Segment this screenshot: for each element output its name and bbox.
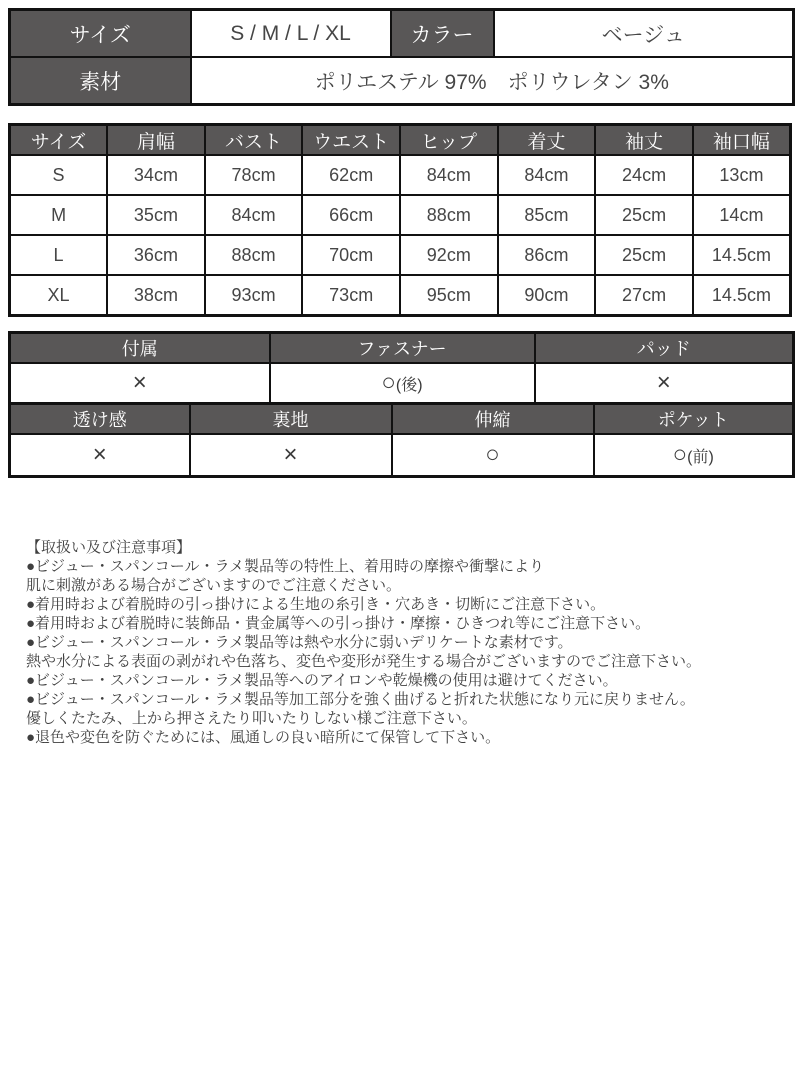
measure-cell: 90cm <box>498 275 596 316</box>
size-chart-header: サイズ <box>10 125 108 156</box>
features-value-row <box>10 363 794 404</box>
measure-cell: 86cm <box>498 235 596 275</box>
color-value-cell: ベージュ <box>494 10 794 58</box>
care-note-line: ●着用時および着脱時の引っ掛けによる生地の糸引き・穴あき・切断にご注意下さい。 <box>26 596 606 613</box>
size-chart-header: 着丈 <box>498 125 596 156</box>
size-chart-row-xl <box>10 275 791 316</box>
summary-row-material <box>10 57 794 105</box>
feature-value-cell <box>10 363 270 404</box>
circle-symbol: ○ <box>672 441 688 468</box>
material-value-cell: ポリエステル 97% ポリウレタン 3% <box>191 57 794 105</box>
features-header: パッド <box>535 333 794 364</box>
care-note-line: ●ビジュー・スパンコール・ラメ製品等は熱や水分に弱いデリケートな素材です。 <box>26 634 573 651</box>
cross-symbol: × <box>283 441 298 468</box>
feature-value-cell <box>270 363 535 404</box>
size-chart-header: バスト <box>205 125 303 156</box>
circle-symbol: ○ <box>485 441 500 468</box>
measure-cell: 93cm <box>205 275 303 316</box>
material-label-cell: 素材 <box>10 57 191 105</box>
product-summary-table <box>8 8 795 106</box>
details-header: 裏地 <box>190 404 392 435</box>
measure-cell: 36cm <box>107 235 205 275</box>
measure-cell: 66cm <box>302 195 400 235</box>
detail-value-cell <box>10 434 190 477</box>
measure-cell: 84cm <box>205 195 303 235</box>
measure-cell: 73cm <box>302 275 400 316</box>
size-label-cell: サイズ <box>10 10 191 58</box>
features-header: 付属 <box>10 333 270 364</box>
measure-cell: 92cm <box>400 235 498 275</box>
detail-value-cell <box>594 434 794 477</box>
details-header: ポケット <box>594 404 794 435</box>
cross-symbol: × <box>132 369 147 396</box>
measure-cell: 38cm <box>107 275 205 316</box>
care-note-line: 熱や水分による表面の剥がれや色落ち、変色や変形が発生する場合がございますのでご注意下さい。 <box>26 653 702 670</box>
measure-cell: 85cm <box>498 195 596 235</box>
size-cell: L <box>10 235 108 275</box>
feature-note: (後) <box>395 377 423 394</box>
size-chart-table <box>8 123 792 317</box>
measure-cell: 62cm <box>302 155 400 195</box>
size-chart-row-l <box>10 235 791 275</box>
measure-cell: 34cm <box>107 155 205 195</box>
details-header: 透け感 <box>10 404 190 435</box>
cross-symbol: × <box>92 441 107 468</box>
details-header-row <box>10 404 794 435</box>
measure-cell: 13cm <box>693 155 791 195</box>
measure-cell: 14.5cm <box>693 235 791 275</box>
care-note-line: ●退色や変色を防ぐためには、風通しの良い暗所にて保管して下さい。 <box>26 729 501 746</box>
measure-cell: 88cm <box>400 195 498 235</box>
details-value-row <box>10 434 794 477</box>
cross-symbol: × <box>656 369 671 396</box>
measure-cell: 25cm <box>595 195 693 235</box>
measure-cell: 14cm <box>693 195 791 235</box>
care-note-line: 優しくたたみ、上から押さえたり叩いたりしない様ご注意下さい。 <box>26 710 477 727</box>
measure-cell: 25cm <box>595 235 693 275</box>
color-label-cell: カラー <box>391 10 494 58</box>
circle-symbol: ○ <box>381 369 396 396</box>
measure-cell: 70cm <box>302 235 400 275</box>
care-note-line: ●ビジュー・スパンコール・ラメ製品等加工部分を強く曲げると折れた状態になり元に戻りません。 <box>26 691 695 708</box>
measure-cell: 84cm <box>400 155 498 195</box>
features-header-row <box>10 333 794 364</box>
care-note-line: 肌に刺激がある場合がございますのでご注意ください。 <box>26 577 402 594</box>
details-header: 伸縮 <box>392 404 594 435</box>
size-chart-header-row <box>10 125 791 156</box>
care-note-line: ●ビジュー・スパンコール・ラメ製品等の特性上、着用時の摩擦や衝撃により <box>26 558 545 575</box>
detail-value-cell <box>392 434 594 477</box>
size-chart-header: 袖丈 <box>595 125 693 156</box>
measure-cell: 84cm <box>498 155 596 195</box>
features-table <box>8 331 795 405</box>
details-table <box>8 402 795 478</box>
size-cell: S <box>10 155 108 195</box>
size-chart-header: ヒップ <box>400 125 498 156</box>
size-chart-header: 袖口幅 <box>693 125 791 156</box>
feature-value-cell <box>535 363 794 404</box>
measure-cell: 27cm <box>595 275 693 316</box>
size-chart-row-s <box>10 155 791 195</box>
summary-row-size-color <box>10 10 794 58</box>
measure-cell: 78cm <box>205 155 303 195</box>
size-chart-row-m <box>10 195 791 235</box>
size-value-cell: S / M / L / XL <box>191 10 391 58</box>
size-chart-header: 肩幅 <box>107 125 205 156</box>
care-note-line: ●着用時および着脱時に装飾品・貴金属等への引っ掛け・摩擦・ひきつれ等にご注意下さい。 <box>26 615 651 632</box>
detail-note: (前) <box>687 449 714 466</box>
size-cell: M <box>10 195 108 235</box>
size-chart-header: ウエスト <box>302 125 400 156</box>
care-notes-title: 【取扱い及び注意事項】 <box>26 539 192 556</box>
features-header: ファスナー <box>270 333 535 364</box>
detail-value-cell <box>190 434 392 477</box>
size-cell: XL <box>10 275 108 316</box>
measure-cell: 14.5cm <box>693 275 791 316</box>
measure-cell: 24cm <box>595 155 693 195</box>
measure-cell: 95cm <box>400 275 498 316</box>
care-note-line: ●ビジュー・スパンコール・ラメ製品等へのアイロンや乾燥機の使用は避けてください。 <box>26 672 618 689</box>
care-notes <box>8 538 792 747</box>
measure-cell: 88cm <box>205 235 303 275</box>
measure-cell: 35cm <box>107 195 205 235</box>
